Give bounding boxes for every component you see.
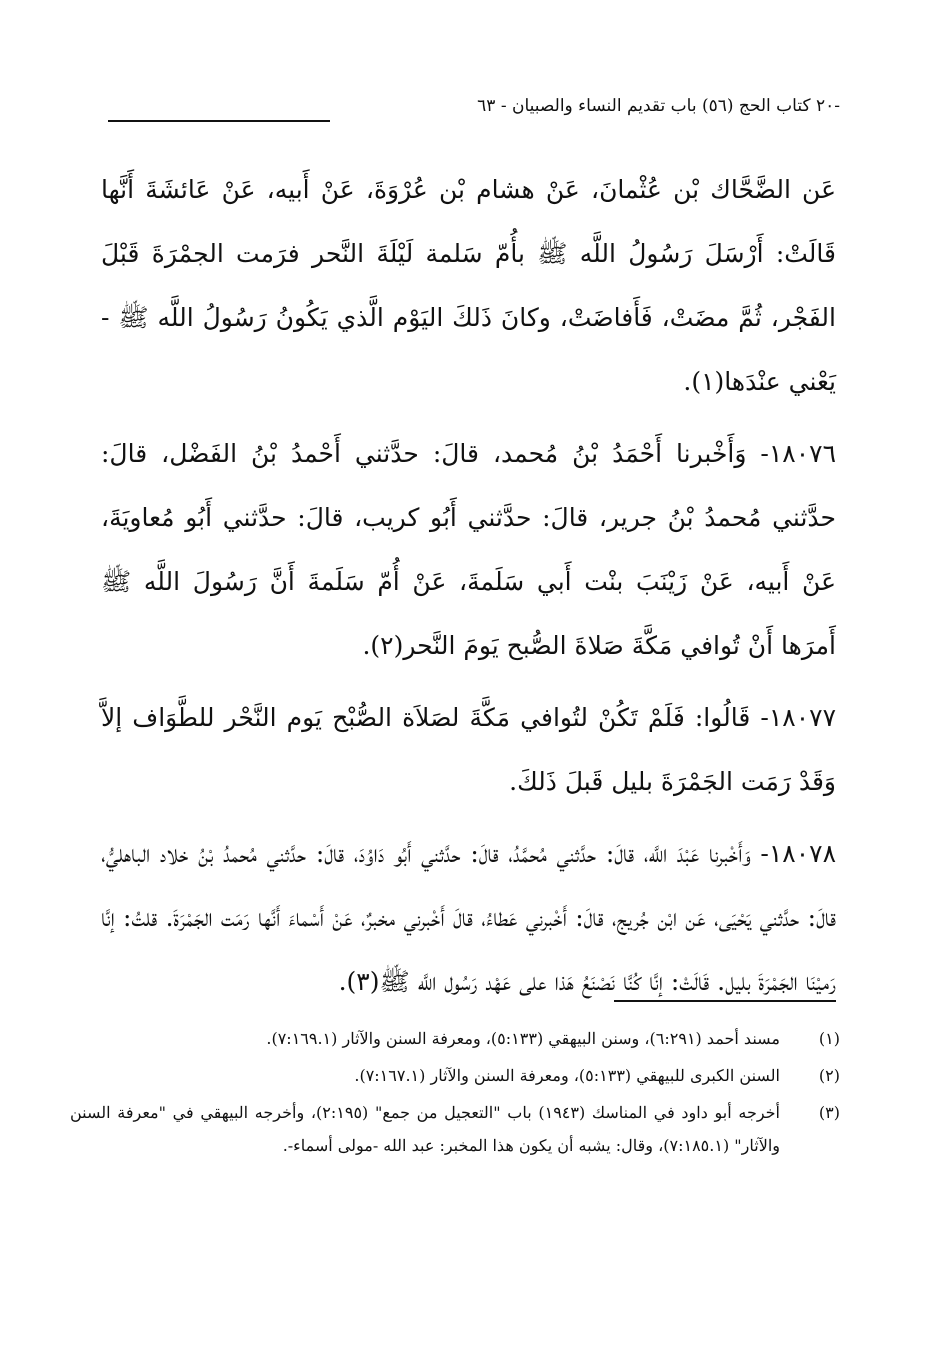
footnote-number: (١) [818, 1029, 840, 1048]
footnote-1 [70, 1022, 840, 1055]
paragraph-18076: ١٨٠٧٦- وَأَخْبرنا أَحْمَدُ بْنُ مُحمد، قالَ: حدَّثني أَحْمدُ بْنُ الفَضْل، قالَ: حدَّثني مُحمدُ بْنُ جرير، قالَ: حدَّثني أَبُو كريب، قالَ: حدَّثني أَبُو مُعاويَةَ، عَنْ أَبيه، عَنْ زَيْنَبَ بنْت أَبي سَلَمةَ، عَنْ أُمّ سَلَمةَ أَنَّ رَسُولَ اللَّه ﷺ أَمرَها أَنْ تُوافي مَكَّةَ صَلاةَ الصُّبح يَومَ النَّحر(٢). [101, 439, 836, 660]
footnotes [70, 1022, 840, 1166]
footnote-number: (٢) [818, 1066, 840, 1085]
paragraph-18077: ١٨٠٧٧- قَالُوا: فَلَمْ تَكُنْ لتُوافي مَكَّةَ لصَلاَة الصُّبْح يَوم النَّحْر للطَّوَاف إلاَّ وَقَدْ رَمَت الجَمْرَةَ بليل قَبلَ ذَلكَ. [101, 703, 836, 796]
footnote-3 [70, 1096, 840, 1162]
paragraph-18078: ١٨٠٧٨- وَأَخْبرنا عَبْدَ اللَّه، قالَ: حدَّثني مُحمَّدُ، قالَ: حدَّثني أَبُو دَاوُدَ، قالَ: حدَّثني مُحمدُ بْنُ خلاد الباهليُّ، قالَ: حدَّثني يَحْيَى، عَن ابْن جُريج، قالَ: أَخْبرني عَطاءُ، قالَ أَخْبرني مخبرٌ، عَنْ أَسْماءَ أَنَّها رَمَت الجَمْرَةَ. قلتُ: إنَّا رَميْنَا الجَمْرَةَ بليل. قَالَتْ: إنَّا كُنَّا نَصْنَعُ هَذا على عَهْد رَسُول اللَّه ﷺ(٣). [101, 839, 836, 996]
footnote-rule [614, 1000, 836, 1002]
footnote-text: السنن الكبرى للبيهقي (٥:١٣٣)، ومعرفة السنن والآثار (٧:١٦٧.١). [354, 1066, 780, 1085]
footnote-text: أخرجه أبو داود في المناسك (١٩٤٣) باب "التعجيل من جمع" (٢:١٩٥)، وأخرجه البيهقي في "معرفة السنن والآثار" (٧:١٨٥.١)، وقال: يشبه أن يكون هذا المخبر: عبد الله -مولى أسماء-. [70, 1103, 780, 1155]
paragraph-intro: عَن الضَّحَّاك بْن عُثْمانَ، عَنْ هشام بْن عُرْوَةَ، عَنْ أَبيه، عَنْ عَائشَةَ أَنَّها قَالَتْ: أَرْسَلَ رَسُولُ اللَّه ﷺ بأُمّ سَلمة لَيْلَةَ النَّحر فرَمت الجمْرَةَ قَبْلَ الفَجْر، ثُمَّ مضَتْ، فَأَفاضَتْ، وكانَ ذَلكَ اليَوْم الَّذي يَكُونُ رَسُولُ اللَّه ﷺ - يَعْني عنْدَها(١). [101, 175, 836, 396]
footnote-number: (٣) [818, 1103, 840, 1122]
running-header: -٢٠ كتاب الحج (٥٦) باب تقديم النساء والصبيان - ٦٣ [477, 96, 840, 116]
main-text [101, 158, 836, 1022]
footnote-2 [70, 1059, 840, 1092]
footnote-text: مسند أحمد (٦:٢٩١)، وسنن البيهقي (٥:١٣٣)، ومعرفة السنن والآثار (٧:١٦٩.١). [266, 1029, 780, 1048]
header-rule [108, 120, 330, 122]
